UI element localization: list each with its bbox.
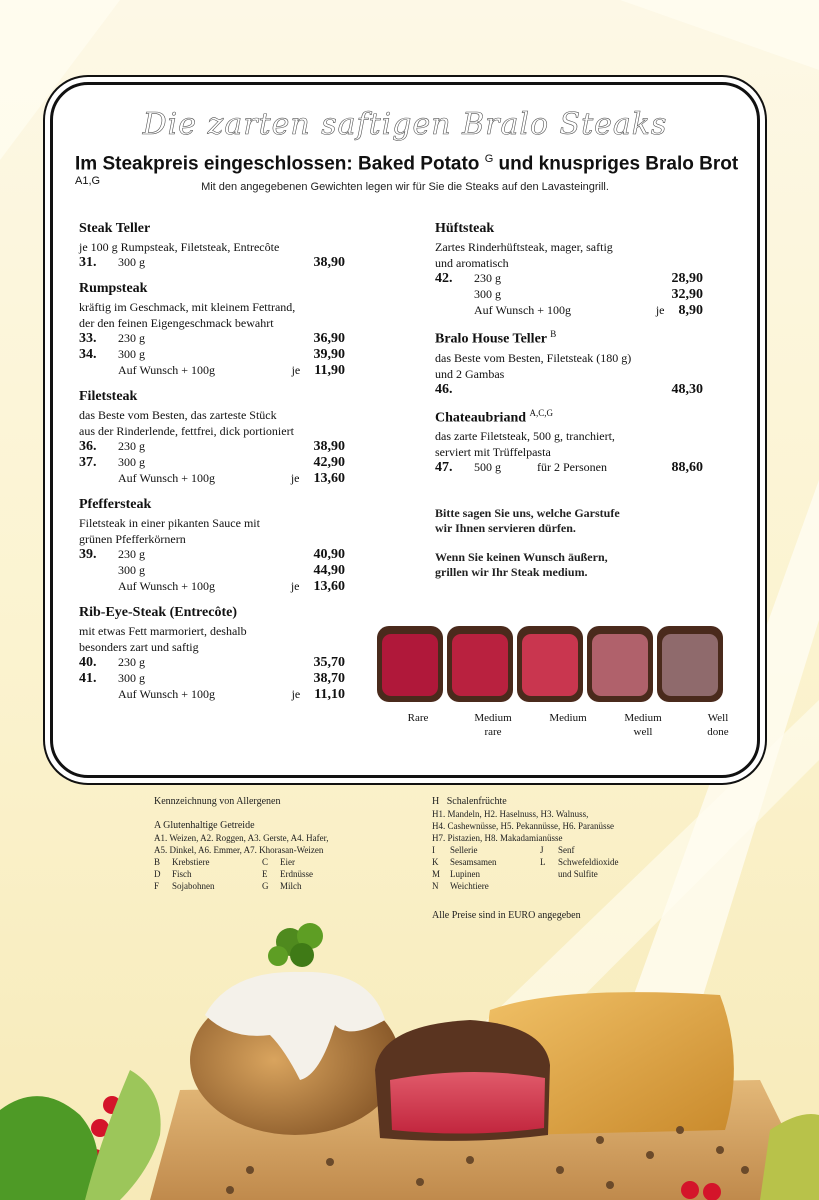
item-description: mit etwas Fett marmoriert, deshalb: [79, 624, 247, 638]
allergen-name: Sellerie: [450, 845, 478, 855]
je-label: je: [655, 303, 665, 317]
portion-size: Auf Wunsch + 100g: [118, 471, 216, 485]
allergen-h-line: H7. Pistazien, H8. Makadamianüsse: [432, 833, 563, 843]
item-title-text: Rib-Eye-Steak (Entrecôte): [79, 605, 237, 620]
portion-size: 300 g: [118, 347, 145, 361]
price-row: [79, 363, 345, 379]
je-label: je: [290, 579, 300, 593]
hint-line: Wenn Sie keinen Wunsch äußern,: [435, 550, 608, 565]
item-description: das Beste vom Besten, das zarteste Stück: [79, 408, 277, 422]
subtitle-sup-potato: G: [484, 153, 494, 165]
je-label: je: [291, 363, 301, 377]
doneness-label: [383, 711, 453, 739]
menu-item: [435, 408, 703, 477]
menu-item: [79, 605, 345, 703]
allergen-a-heading: A Glutenhaltige Getreide: [154, 820, 255, 831]
allergen-a-line: A5. Dinkel, A6. Emmer, A7. Khorasan-Weizen: [154, 845, 324, 855]
price: 38,90: [313, 255, 345, 270]
item-description: grünen Pfefferkörnern: [79, 532, 186, 546]
allergen-name: Sojabohnen: [172, 881, 215, 891]
price-row: [435, 271, 703, 287]
item-title-text: Filetsteak: [79, 389, 138, 404]
hint-line: wir Ihnen servieren dürfen.: [435, 521, 576, 536]
allergen-code: [540, 880, 558, 892]
price: 38,90: [313, 439, 345, 454]
price-row: [79, 547, 345, 563]
allergen-name: [558, 880, 658, 892]
doneness-label-line: Medium: [474, 712, 512, 724]
steak-cut-surface: [390, 1072, 545, 1134]
item-number: 37.: [79, 455, 97, 470]
item-description: und aromatisch: [435, 256, 509, 270]
portion-size: 230 g: [118, 439, 145, 453]
allergen-name: Krebstiere: [172, 857, 210, 867]
item-title: [79, 221, 345, 237]
portion-size: 230 g: [118, 331, 145, 345]
price: 11,90: [314, 363, 345, 378]
menu-item: [435, 329, 703, 398]
price-row: [435, 303, 703, 319]
allergen-code: K: [432, 857, 439, 867]
price-row: [79, 655, 345, 671]
subtitle-part-b: und knuspriges Bralo Brot: [498, 153, 739, 175]
price: 44,90: [313, 563, 345, 578]
price: 88,60: [671, 460, 703, 476]
menu-card: [50, 82, 760, 778]
item-title: [435, 221, 703, 237]
menu-item: [435, 221, 703, 319]
allergen-name: Erdnüsse: [280, 869, 313, 879]
steak-doneness-image: [373, 620, 733, 705]
portion-size: Auf Wunsch + 100g: [474, 303, 572, 317]
item-description: und 2 Gambas: [435, 366, 505, 381]
allergens-right: [432, 796, 692, 892]
doneness-label: [533, 711, 603, 739]
allergen-code: M: [432, 869, 441, 879]
prices-note: Alle Preise sind in EURO angegeben: [432, 910, 581, 921]
allergen-a-line: A1. Weizen, A2. Roggen, A3. Gerste, A4. Hafer,: [154, 833, 329, 843]
allergen-sup: B: [550, 329, 557, 339]
portion-size: 300 g: [118, 255, 145, 269]
item-description: besonders zart und saftig: [79, 640, 199, 654]
script-title: Die zarten saftigen Bralo Steaks: [142, 107, 668, 142]
portion-size: 300 g: [118, 671, 145, 685]
item-number: 40.: [79, 655, 97, 670]
item-number: 47.: [435, 460, 453, 476]
allergen-name: Weichtiere: [450, 881, 489, 891]
allergen-code: N: [432, 881, 439, 891]
allergen-name: Milch: [280, 881, 302, 891]
item-title-text: Pfeffersteak: [79, 497, 152, 512]
price-row: [79, 687, 345, 703]
left-column: [79, 221, 345, 713]
food-photo: [0, 900, 819, 1200]
allergen-h-line: H4. Cashewnüsse, H5. Pekannüsse, H6. Paranüsse: [432, 821, 614, 831]
steak-piece: [517, 626, 583, 702]
item-description: aus der Rinderlende, fettfrei, dick portioniert: [79, 424, 294, 438]
hint-line: Bitte sagen Sie uns, welche Garstufe: [435, 506, 620, 521]
portion-size: 300 g: [118, 563, 145, 577]
hint-line: grillen wir Ihr Steak medium.: [435, 565, 588, 580]
item-number: 36.: [79, 439, 97, 454]
allergen-name: Schwefeldioxide: [558, 857, 619, 867]
menu-item: [79, 389, 345, 487]
portion-size: 230 g: [118, 655, 145, 669]
item-description: der den feinen Eigengeschmack bewahrt: [79, 316, 274, 330]
subtitle-part-a: Im Steakpreis eingeschlossen: Baked Potato: [75, 153, 480, 175]
price: 28,90: [671, 271, 703, 286]
allergen-h-line: H1. Mandeln, H2. Haselnuss, H3. Walnuss,: [432, 809, 589, 819]
allergen-code: [540, 868, 558, 880]
menu-item: [79, 221, 345, 271]
price: 36,90: [313, 331, 345, 346]
portion-size: 500 g: [474, 460, 501, 475]
item-title: [79, 497, 345, 513]
steak-piece: [447, 626, 513, 702]
steak-piece: [377, 626, 443, 702]
price: 11,10: [314, 687, 345, 702]
subtitle-sup-brot: A1,G: [75, 175, 101, 188]
price: 48,30: [671, 381, 703, 397]
doneness-label: [683, 711, 753, 739]
allergen-code: F: [154, 881, 160, 891]
portion-size: 300 g: [474, 287, 501, 301]
allergen-name: Senf: [558, 845, 575, 855]
price-row: [435, 287, 703, 303]
allergen-code: C: [262, 857, 269, 867]
default-medium-hint: [435, 550, 703, 580]
price: 42,90: [313, 455, 345, 470]
item-number: 39.: [79, 547, 97, 562]
doneness-labels: [383, 711, 753, 739]
item-title-text: Bralo House Teller: [435, 331, 547, 347]
allergen-code: J: [540, 845, 544, 855]
je-label: je: [291, 687, 301, 701]
allergen-code: E: [262, 869, 268, 879]
allergen-name: und Sulfite: [558, 869, 598, 879]
price-row: [79, 255, 345, 271]
price: 38,70: [313, 671, 345, 686]
price-row: [79, 471, 345, 487]
price-row: [79, 331, 345, 347]
price: 8,90: [678, 303, 703, 318]
allergen-code: L: [540, 857, 546, 867]
allergen-h-heading: H Schalenfrüchte: [432, 796, 507, 807]
price-row: [435, 382, 703, 398]
price-row: [79, 455, 345, 471]
item-title-text: Steak Teller: [79, 221, 151, 236]
portion-size: 300 g: [118, 455, 145, 469]
doneness-label-line: Medium: [549, 712, 587, 724]
parsley-garnish: [268, 923, 323, 967]
allergen-code: I: [432, 845, 435, 855]
price: 40,90: [313, 547, 345, 562]
item-title: [79, 281, 345, 297]
price: 13,60: [313, 579, 345, 594]
menu-item: [79, 497, 345, 595]
allergen-code: D: [154, 869, 161, 879]
allergen-name: Eier: [280, 857, 295, 867]
allergens-left: [154, 796, 404, 892]
price-row: [79, 439, 345, 455]
menu-item: [79, 281, 345, 379]
portion-size: Auf Wunsch + 100g: [118, 687, 216, 701]
allergen-sup: A,C,G: [529, 407, 554, 418]
item-number: 46.: [435, 381, 453, 397]
item-description: Zartes Rinderhüftsteak, mager, saftig: [435, 240, 613, 254]
item-description: serviert mit Trüffelpasta: [435, 445, 551, 460]
allergens-heading: Kennzeichnung von Allergenen: [154, 796, 281, 807]
steak-piece: [657, 626, 723, 702]
item-description: das Beste vom Besten, Filetsteak (180 g): [435, 350, 632, 365]
doneness-label-line: done: [707, 726, 729, 738]
doneness-label-line: Rare: [407, 712, 429, 724]
price-row: [435, 460, 703, 476]
price: 32,90: [671, 287, 703, 302]
allergen-name: Fisch: [172, 869, 192, 879]
item-description: kräftig im Geschmack, mit kleinem Fettrand,: [79, 300, 296, 314]
item-title: [79, 389, 345, 405]
allergen-code: B: [154, 857, 161, 867]
doneness-label-line: well: [633, 726, 653, 738]
doneness-label-line: Medium: [624, 712, 662, 724]
item-title: [79, 605, 345, 621]
doneness-request-hint: [435, 506, 703, 536]
item-title: [435, 329, 703, 348]
item-number: 33.: [79, 331, 97, 346]
doneness-label-line: rare: [484, 726, 502, 738]
portion-size: Auf Wunsch + 100g: [118, 363, 216, 377]
doneness-label: [608, 711, 678, 739]
portion-size: 230 g: [474, 271, 501, 285]
portion-size: 230 g: [118, 547, 145, 561]
item-number: 34.: [79, 347, 97, 362]
persons-note: für 2 Personen: [537, 460, 607, 475]
price: 39,90: [313, 347, 345, 362]
item-title-text: Rumpsteak: [79, 281, 148, 296]
allergen-name: Lupinen: [450, 869, 480, 879]
price-row: [79, 563, 345, 579]
item-title: [435, 408, 703, 427]
item-number: 31.: [79, 255, 97, 270]
price-row: [79, 579, 345, 595]
allergen-codes-left: [154, 856, 404, 892]
price: 13,60: [313, 471, 345, 486]
grill-note: Mit den angegebenen Gewichten legen wir für Sie die Steaks auf den Lavasteingrill.: [201, 181, 609, 193]
doneness-label: [458, 711, 528, 739]
item-title-text: Chateaubriand: [435, 410, 527, 426]
right-column: [435, 221, 703, 580]
item-number: 41.: [79, 671, 97, 686]
doneness-label-line: Well: [707, 712, 729, 724]
item-description: das zarte Filetsteak, 500 g, tranchiert,: [435, 429, 615, 444]
allergen-name: Sesamsamen: [450, 857, 497, 867]
price-row: [79, 347, 345, 363]
price-row: [79, 671, 345, 687]
price: 35,70: [313, 655, 345, 670]
allergen-code: G: [262, 881, 269, 891]
portion-size: Auf Wunsch + 100g: [118, 579, 216, 593]
item-description: Filetsteak in einer pikanten Sauce mit: [79, 516, 260, 530]
item-title-text: Hüftsteak: [435, 221, 495, 236]
steak-piece: [587, 626, 653, 702]
item-description: je 100 g Rumpsteak, Filetsteak, Entrecôte: [79, 240, 280, 254]
item-number: 42.: [435, 271, 453, 286]
je-label: je: [290, 471, 300, 485]
allergen-codes-right: [432, 844, 692, 892]
